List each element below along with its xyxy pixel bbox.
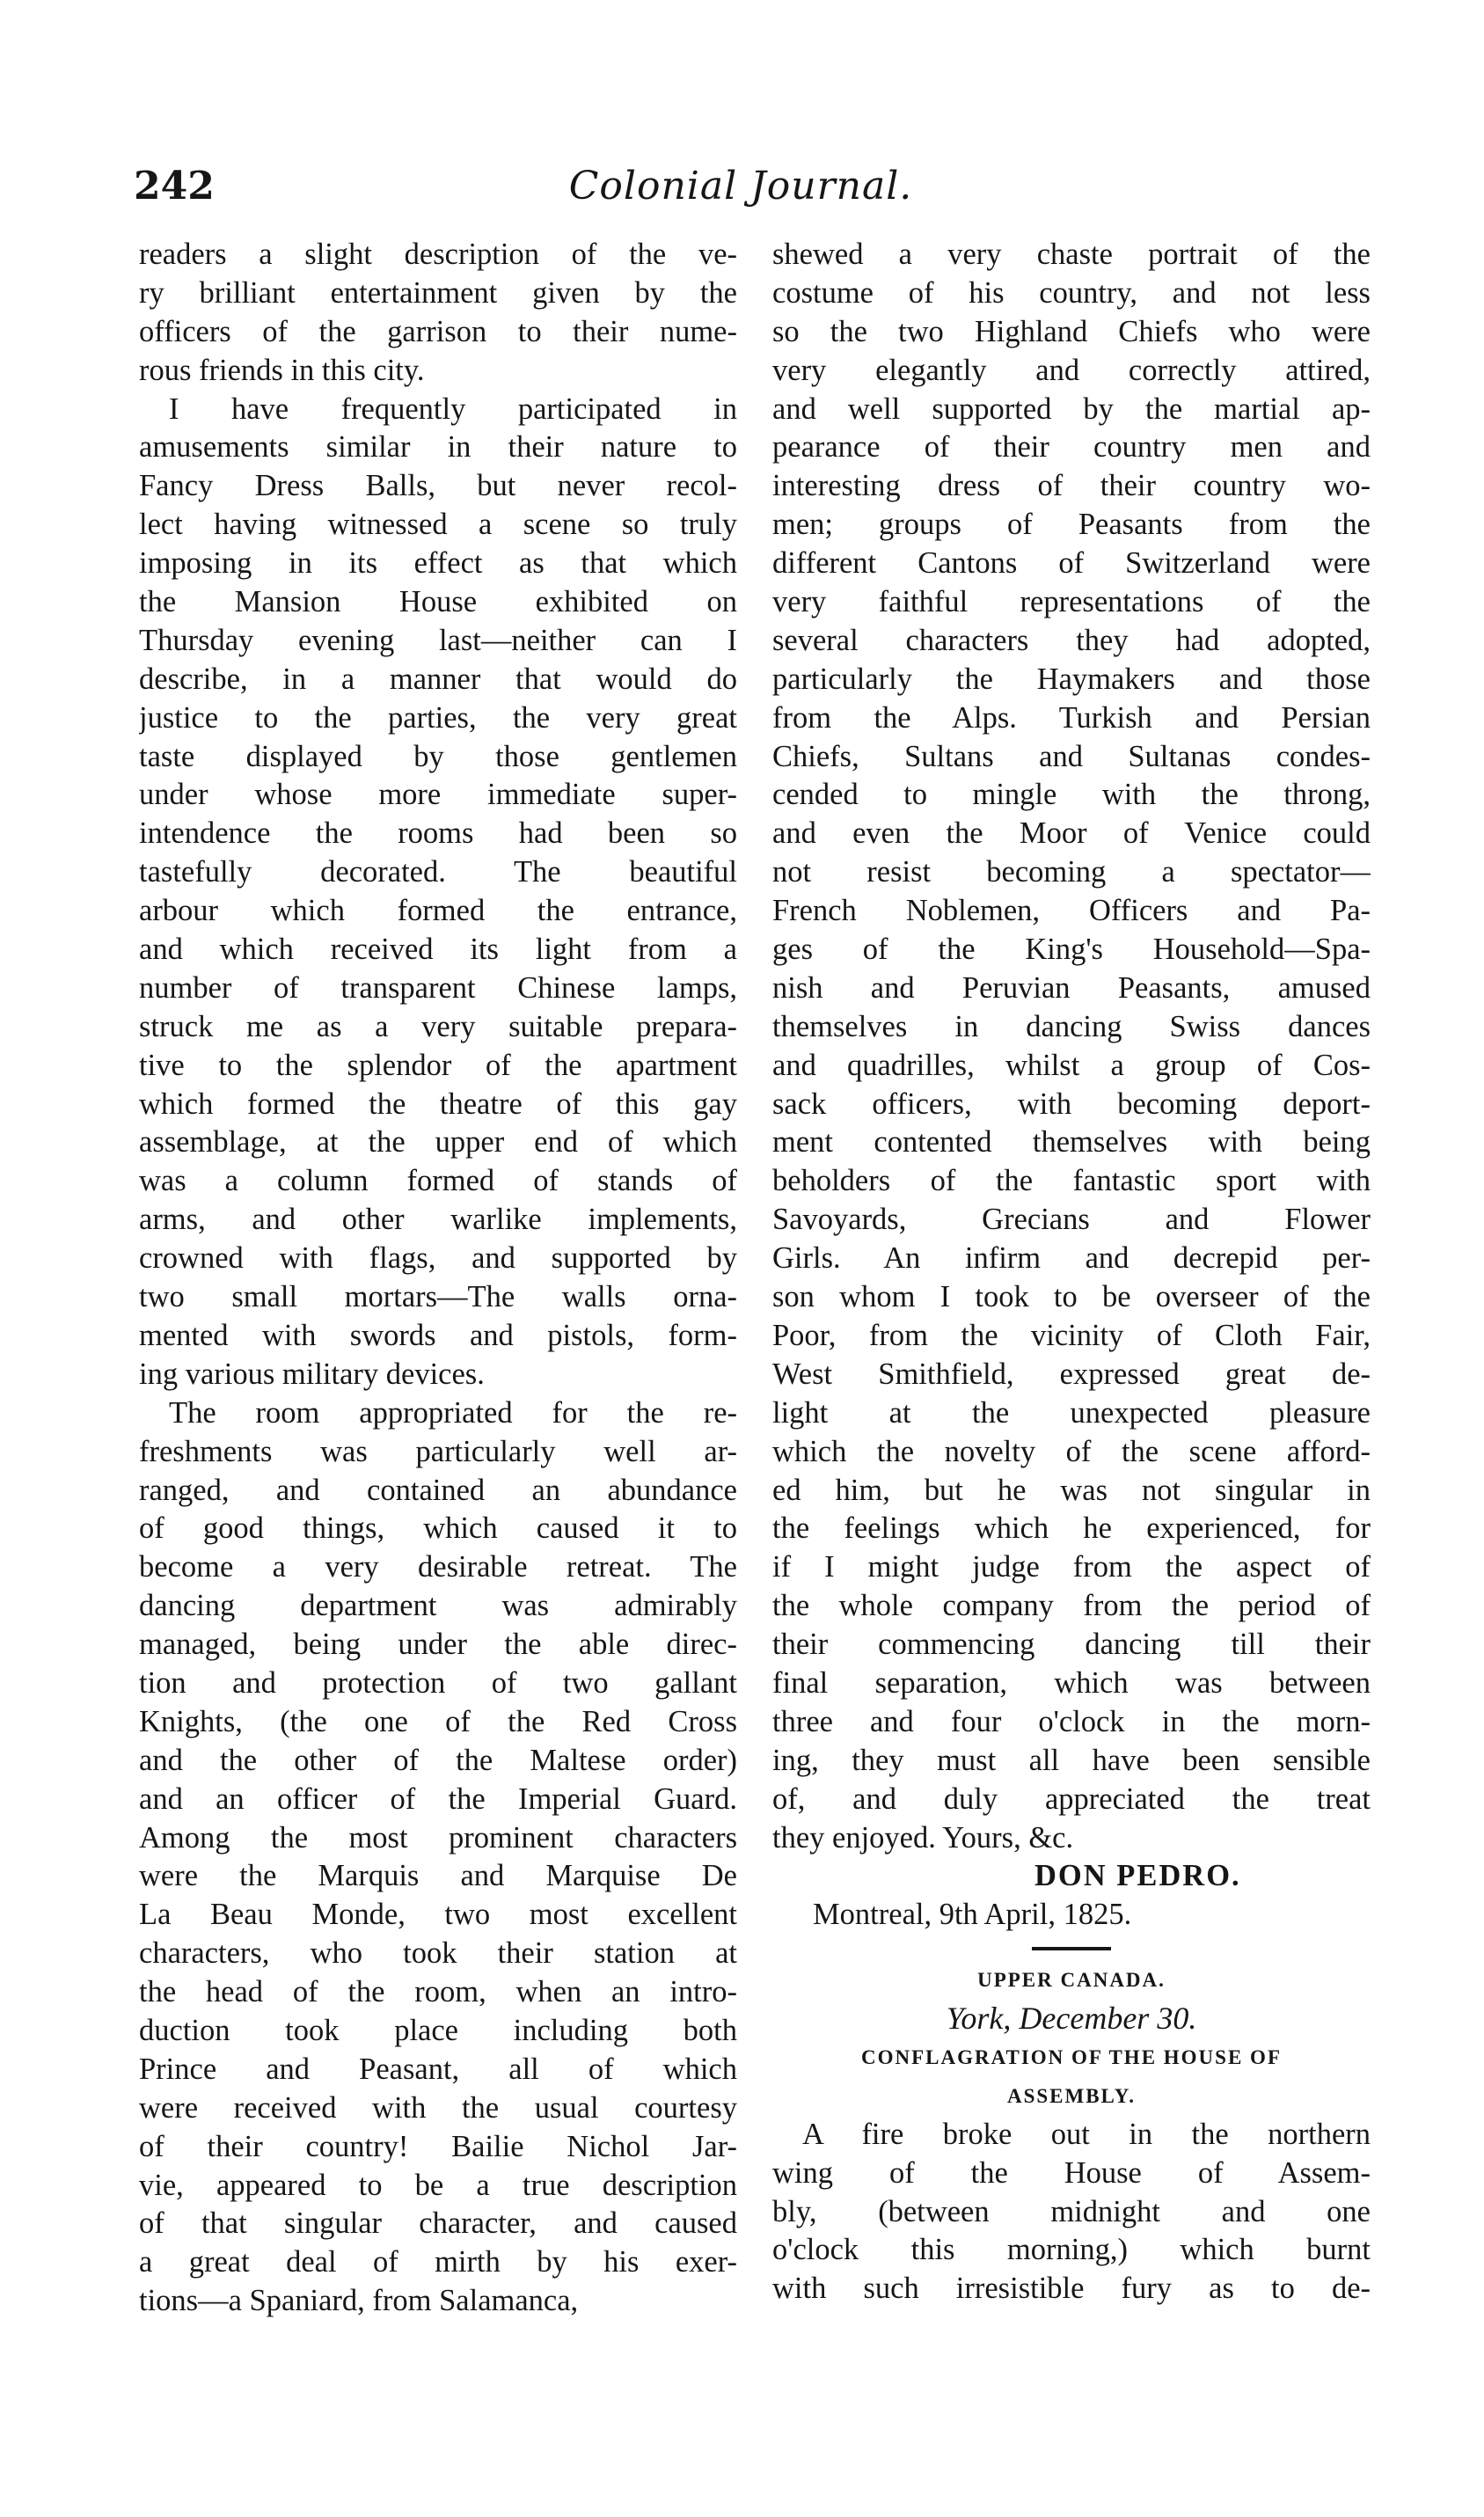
text-line: and quadrilles, whilst a group of Cos-	[772, 1048, 1371, 1082]
text-line: very faithful representations of the	[772, 585, 1371, 619]
text-line: particularly the Haymakers and those	[772, 662, 1371, 696]
text-line: taste displayed by those gentlemen	[139, 739, 737, 773]
text-line: shewed a very chaste portrait of the	[772, 238, 1371, 271]
text-line: from the Alps. Turkish and Persian	[772, 700, 1371, 735]
text-line: Among the most prominent characters	[139, 1820, 737, 1855]
text-line: become a very desirable retreat. The	[139, 1550, 737, 1584]
text-line: A fire broke out in the northern	[802, 2117, 1371, 2151]
text-line: interesting dress of their country wo-	[772, 469, 1371, 503]
text-line: was a column formed of stands of	[139, 1164, 737, 1198]
text-line: of that singular character, and caused	[139, 2206, 737, 2241]
text-line: mented with swords and pistols, form-	[139, 1318, 737, 1352]
text-line: son whom I took to be overseer of the	[772, 1280, 1371, 1314]
text-line: ment contented themselves with being	[772, 1125, 1371, 1160]
text-line: Thursday evening last—neither can I	[139, 623, 737, 657]
text-line: number of transparent Chinese lamps,	[139, 970, 737, 1005]
text-line: of their country! Bailie Nichol Jar-	[139, 2129, 737, 2163]
text-line: they enjoyed. Yours, &c.	[772, 1820, 1074, 1855]
text-line: arbour which formed the entrance,	[139, 894, 737, 928]
text-line: which the novelty of the scene afford-	[772, 1434, 1371, 1468]
text-line: of good things, which caused it to	[139, 1511, 737, 1546]
text-line: and an officer of the Imperial Guard.	[139, 1782, 737, 1816]
section-dateline: York, December 30.	[946, 2001, 1197, 2037]
text-line: ed him, but he was not singular in	[772, 1473, 1371, 1507]
text-line: freshments was particularly well ar-	[139, 1434, 737, 1468]
text-line: duction took place including both	[139, 2013, 737, 2047]
text-line: o'clock this morning,) which burnt	[772, 2233, 1371, 2267]
text-line: describe, in a manner that would do	[139, 662, 737, 696]
text-line: amusements similar in their nature to	[139, 430, 737, 465]
text-line: their commencing dancing till their	[772, 1628, 1371, 1662]
text-line: ges of the King's Household—Spa-	[772, 933, 1371, 967]
text-line: Fancy Dress Balls, but never recol-	[139, 469, 737, 503]
text-line: and well supported by the martial ap-	[772, 391, 1371, 426]
text-line: tions—a Spaniard, from Salamanca,	[139, 2284, 579, 2318]
text-line: The room appropriated for the re-	[169, 1395, 737, 1430]
text-line: cended to mingle with the throng,	[772, 778, 1371, 812]
text-line: different Cantons of Switzerland were	[772, 546, 1371, 581]
signature: DON PEDRO.	[1034, 1859, 1241, 1893]
text-line: Savoyards, Grecians and Flower	[772, 1203, 1371, 1237]
text-line: arms, and other warlike implements,	[139, 1203, 737, 1237]
text-line: men; groups of Peasants from the	[772, 508, 1371, 542]
text-line: two small mortars—The walls orna-	[139, 1280, 737, 1314]
text-line: the Mansion House exhibited on	[139, 585, 737, 619]
text-line: assemblage, at the upper end of which	[139, 1125, 737, 1160]
text-line: and even the Moor of Venice could	[772, 816, 1371, 851]
text-line: very elegantly and correctly attired,	[772, 353, 1371, 387]
text-line: tastefully decorated. The beautiful	[139, 855, 737, 889]
text-line: bly, (between midnight and one	[772, 2194, 1371, 2228]
section-heading: UPPER CANADA.	[977, 1969, 1166, 1992]
text-line: were received with the usual courtesy	[139, 2090, 737, 2125]
article-heading-continued: ASSEMBLY.	[1006, 2084, 1137, 2107]
text-line: struck me as a very suitable prepara-	[139, 1009, 737, 1043]
text-line: which formed the theatre of this gay	[139, 1087, 737, 1121]
text-line: Girls. An infirm and decrepid per-	[772, 1241, 1371, 1276]
text-line: a great deal of mirth by his exer-	[139, 2245, 737, 2279]
text-line: ing, they must all have been sensible	[772, 1743, 1371, 1777]
right-column	[772, 236, 1371, 2308]
text-line: under whose more immediate super-	[139, 778, 737, 812]
text-line: themselves in dancing Swiss dances	[772, 1009, 1371, 1043]
text-line: light at the unexpected pleasure	[772, 1395, 1371, 1430]
text-line: readers a slight description of the ve-	[139, 238, 737, 271]
running-title: Colonial Journal.	[568, 164, 913, 209]
text-line: Prince and Peasant, all of which	[139, 2052, 737, 2086]
text-line: if I might judge from the aspect of	[772, 1550, 1371, 1584]
text-line: French Noblemen, Officers and Pa-	[772, 894, 1371, 928]
text-line: tive to the splendor of the apartment	[139, 1048, 737, 1082]
text-line: sack officers, with becoming deport-	[772, 1087, 1371, 1121]
text-line: final separation, which was between	[772, 1665, 1371, 1700]
text-line: the feelings which he experienced, for	[772, 1511, 1371, 1546]
text-line: imposing in its effect as that which	[139, 546, 737, 581]
text-line: nish and Peruvian Peasants, amused	[772, 970, 1371, 1005]
text-line: La Beau Monde, two most excellent	[139, 1898, 737, 1932]
text-line: West Smithfield, expressed great de-	[772, 1357, 1371, 1391]
text-line: characters, who took their station at	[139, 1936, 737, 1971]
text-line: dancing department was admirably	[139, 1589, 737, 1623]
text-line: ing various military devices.	[139, 1357, 485, 1391]
text-line: the head of the room, when an intro-	[139, 1975, 737, 2009]
text-line: managed, being under the able direc-	[139, 1628, 737, 1662]
text-line: Poor, from the vicinity of Cloth Fair,	[772, 1318, 1371, 1352]
text-line: costume of his country, and not less	[772, 275, 1371, 310]
text-line: ry brilliant entertainment given by the	[139, 275, 737, 310]
text-line: justice to the parties, the very great	[139, 700, 737, 735]
text-line: vie, appeared to be a true description	[139, 2168, 737, 2202]
text-line: beholders of the fantastic sport with	[772, 1164, 1371, 1198]
text-line: lect having witnessed a scene so truly	[139, 508, 737, 542]
text-line: not resist becoming a spectator—	[772, 855, 1371, 889]
page-header	[134, 160, 1348, 222]
text-line: pearance of their country men and	[772, 430, 1371, 465]
article-heading: CONFLAGRATION OF THE HOUSE OF	[860, 2045, 1282, 2068]
text-line: Knights, (the one of the Red Cross	[139, 1704, 737, 1738]
text-line: and which received its light from a	[139, 933, 737, 967]
text-line: wing of the House of Assem-	[772, 2155, 1371, 2190]
text-line: crowned with flags, and supported by	[139, 1241, 737, 1276]
section-divider	[1032, 1947, 1111, 1950]
left-column	[139, 236, 737, 2321]
text-line: several characters they had adopted,	[772, 623, 1371, 657]
text-line: with such irresistible fury as to de-	[772, 2272, 1371, 2306]
text-line: rous friends in this city.	[139, 353, 425, 387]
text-line: I have frequently participated in	[169, 391, 737, 426]
text-line: three and four o'clock in the morn-	[772, 1704, 1371, 1738]
text-line: the whole company from the period of	[772, 1589, 1371, 1623]
text-line: tion and protection of two gallant	[139, 1665, 737, 1700]
text-line: were the Marquis and Marquise De	[139, 1859, 737, 1893]
text-line: of, and duly appreciated the treat	[772, 1782, 1371, 1816]
text-line: intendence the rooms had been so	[139, 816, 737, 851]
dateline: Montreal, 9th April, 1825.	[813, 1898, 1132, 1932]
text-line: Chiefs, Sultans and Sultanas condes-	[772, 739, 1371, 773]
text-line: and the other of the Maltese order)	[139, 1743, 737, 1777]
text-line: ranged, and contained an abundance	[139, 1473, 737, 1507]
page-number: 242	[134, 164, 215, 209]
text-line: officers of the garrison to their nume-	[139, 314, 737, 348]
text-line: so the two Highland Chiefs who were	[772, 314, 1371, 348]
